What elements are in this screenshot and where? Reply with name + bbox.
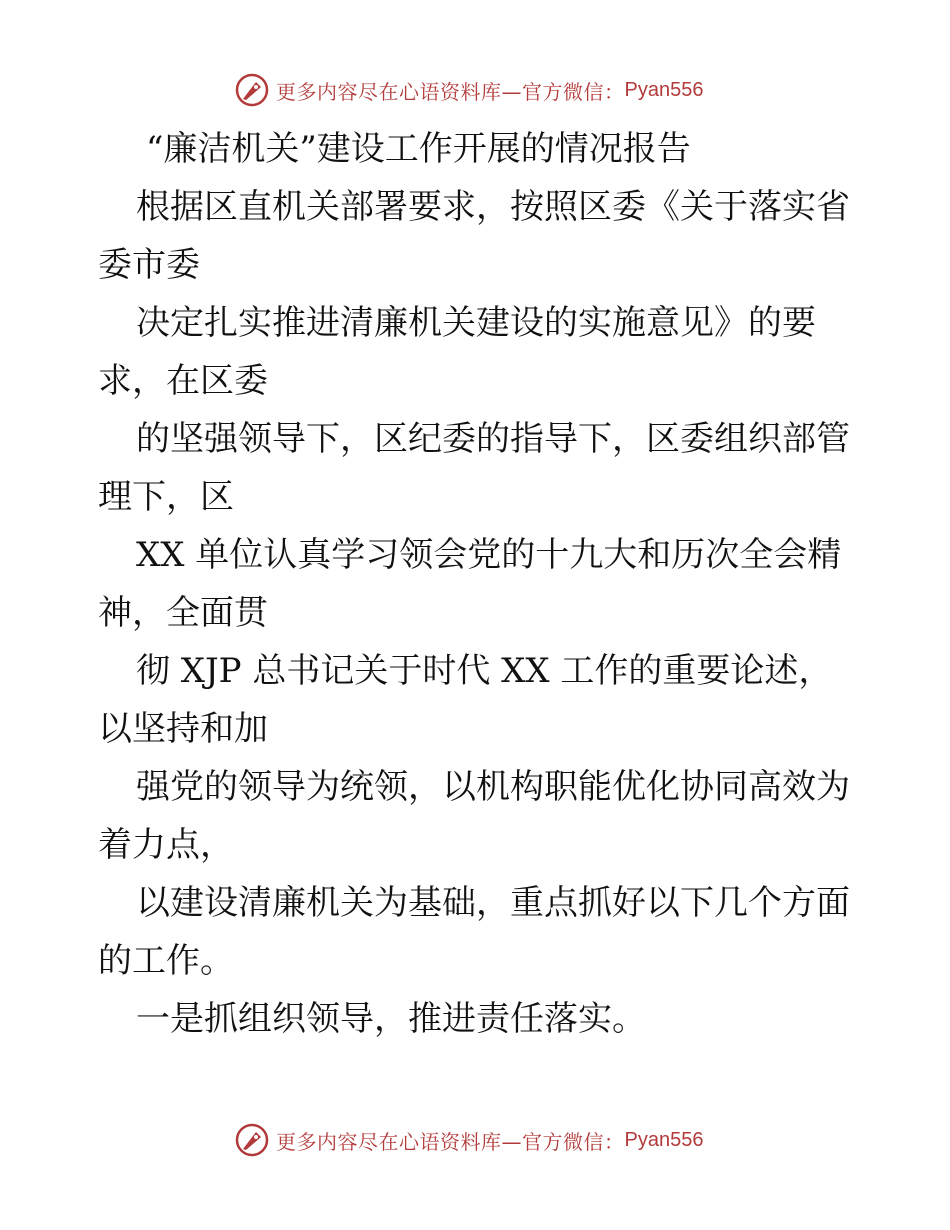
banner-text: 更多内容尽在心语资料库—官方微信： xyxy=(276,79,625,104)
document-line: 以建设清廉机关为基础，重点抓好以下几个方面 xyxy=(136,883,850,923)
header-banner xyxy=(234,70,703,110)
document-line: 求，在区委 xyxy=(98,361,268,401)
document-line: 的坚强领导下，区纪委的指导下，区委组织部管 xyxy=(136,419,850,459)
document-line: 决定扎实推进清廉机关建设的实施意见》的要 xyxy=(136,303,816,343)
banner-wechat-handle: Pyan556 xyxy=(624,1128,704,1151)
document-line: 彻 XJP 总书记关于时代 XX 工作的重要论述， xyxy=(136,651,833,691)
banner-text: 更多内容尽在心语资料库—官方微信： xyxy=(276,1129,625,1154)
document-line: 理下，区 xyxy=(98,477,234,517)
document-line: 根据区直机关部署要求，按照区委《关于落实省 xyxy=(136,187,850,227)
document-line: 以坚持和加 xyxy=(98,709,268,749)
document-line: XX 单位认真学习领会党的十九大和历次全会精 xyxy=(136,535,842,575)
banner-wechat-handle: Pyan556 xyxy=(624,78,704,101)
pen-nib-logo-icon xyxy=(234,1122,270,1158)
footer-banner xyxy=(234,1120,703,1160)
document-title: “廉洁机关”建设工作开展的情况报告 xyxy=(146,129,691,169)
document-lines xyxy=(98,178,858,1048)
document-line: 神，全面贯 xyxy=(98,593,268,633)
document-line: 委市委 xyxy=(98,245,200,285)
document-line: 的工作。 xyxy=(98,941,234,981)
document-line: 强党的领导为统领，以机构职能优化协同高效为 xyxy=(136,767,850,807)
pen-nib-logo-icon xyxy=(234,72,270,108)
document-line: 着力点， xyxy=(98,825,234,865)
document-line: 一是抓组织领导，推进责任落实。 xyxy=(136,999,646,1039)
document-body xyxy=(98,120,858,1048)
